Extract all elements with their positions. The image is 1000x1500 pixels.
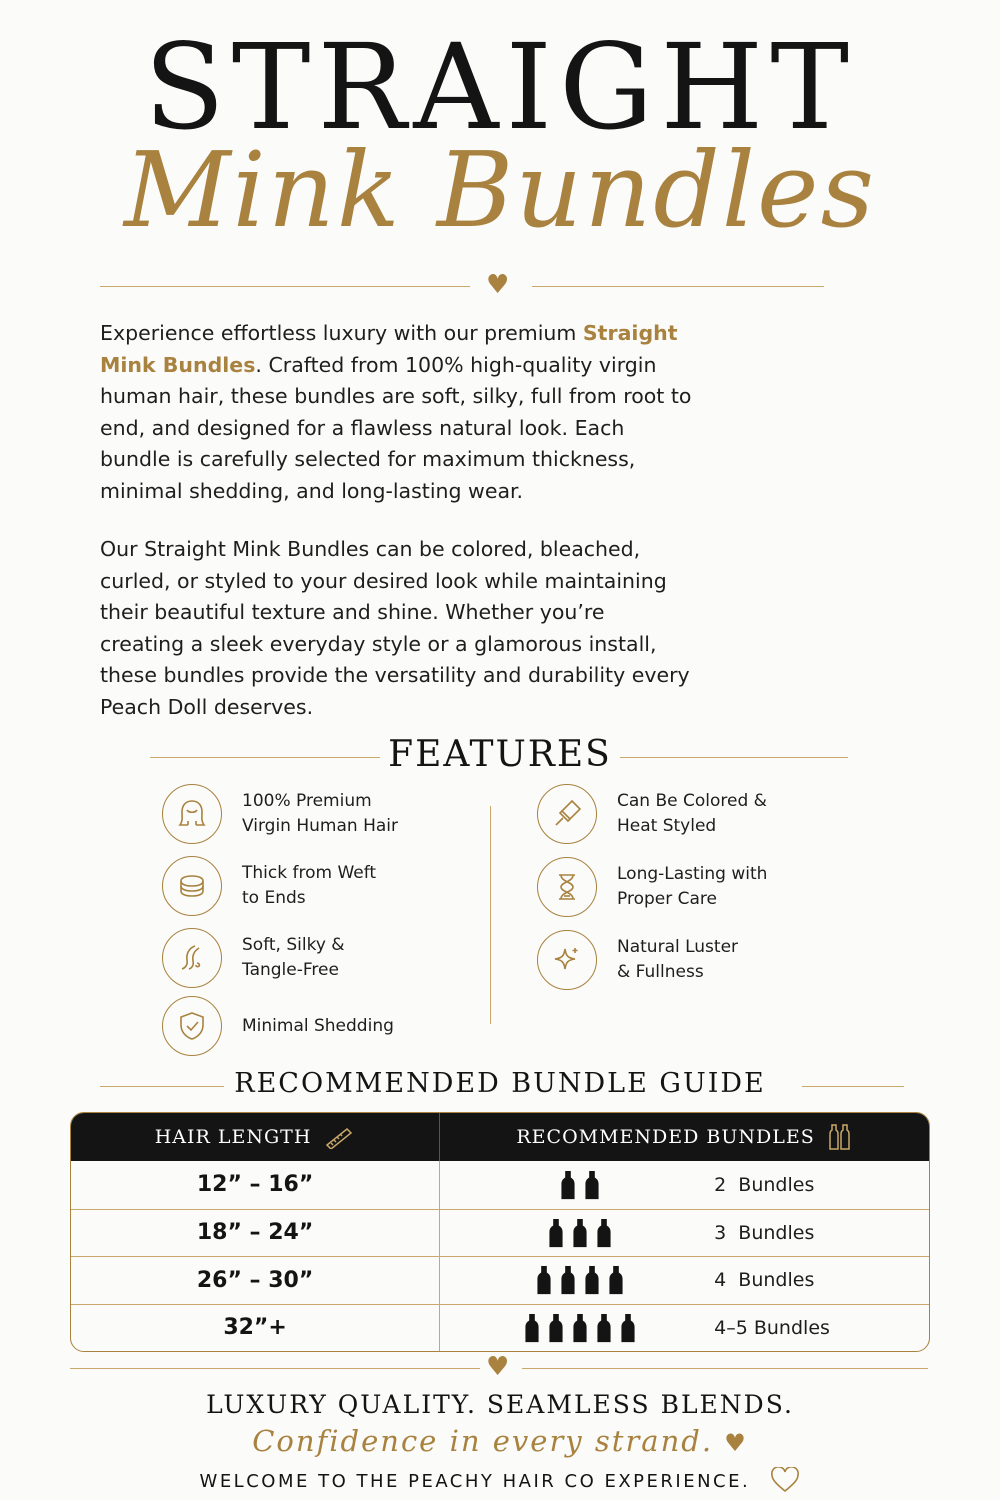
heart-icon: ♥ bbox=[486, 270, 510, 300]
features-title: FEATURES bbox=[388, 734, 612, 775]
table-row bbox=[71, 1304, 929, 1352]
footer-script-text: Confidence in every strand. bbox=[252, 1424, 714, 1458]
footer-divider-left bbox=[70, 1368, 480, 1369]
header-divider-left bbox=[100, 286, 470, 287]
bottle-icon bbox=[548, 1218, 564, 1248]
hair-length-cell: 12” – 16” bbox=[71, 1161, 440, 1209]
feature-natural-luster bbox=[537, 930, 837, 990]
feature-line: Soft, Silky & bbox=[242, 935, 345, 955]
sparkle-icon bbox=[537, 930, 597, 990]
hourglass-icon bbox=[537, 857, 597, 917]
bottle-icon bbox=[608, 1265, 624, 1295]
feature-line: 100% Premium bbox=[242, 791, 372, 811]
feature-soft-silky bbox=[162, 928, 462, 988]
feature-line: Virgin Human Hair bbox=[242, 816, 398, 836]
bundles-cell bbox=[440, 1161, 929, 1209]
bundle-count-label: 4 Bundles bbox=[714, 1269, 815, 1292]
page-subtitle: Mink Bundles bbox=[124, 129, 876, 251]
feature-line: Tangle-Free bbox=[242, 960, 339, 980]
guide-divider-right bbox=[802, 1086, 904, 1087]
table-header bbox=[71, 1113, 929, 1161]
footer-welcome bbox=[0, 1467, 1000, 1493]
bundle-count-label: 2 Bundles bbox=[714, 1173, 815, 1196]
intro-highlight: Straight Mink Bundles bbox=[100, 321, 678, 377]
feature-virgin-hair bbox=[162, 784, 462, 844]
table-row bbox=[71, 1161, 929, 1209]
footer-welcome-text: WELCOME TO THE PEACHY HAIR CO EXPERIENCE. bbox=[199, 1471, 751, 1492]
bottle-icon bbox=[620, 1313, 636, 1343]
heart-outline-icon bbox=[770, 1467, 800, 1493]
bundle-bottles-icon bbox=[827, 1122, 853, 1152]
feature-line: Thick from Weft bbox=[242, 863, 377, 883]
dye-brush-icon bbox=[537, 784, 597, 844]
features-divider-right bbox=[620, 757, 848, 758]
feature-line: Can Be Colored & bbox=[617, 791, 767, 811]
feature-line: & Fullness bbox=[617, 962, 704, 982]
bottle-icon bbox=[560, 1170, 576, 1200]
bottle-icon bbox=[548, 1313, 564, 1343]
feature-colored-styled bbox=[537, 784, 837, 844]
bundles-cell bbox=[440, 1257, 929, 1304]
feature-line: to Ends bbox=[242, 888, 306, 908]
table-body bbox=[71, 1161, 929, 1351]
bottle-icon bbox=[584, 1170, 600, 1200]
intro-paragraph-2: Our Straight Mink Bundles can be colored, bleached, curled, or styled to your desired look while maintaining their beautiful texture and shine. Whether you’re creating a sleek everyday style or a glamorous install, these bundles provide the versatility and durability every Peach Doll deserves. bbox=[100, 537, 690, 719]
silky-hair-icon bbox=[162, 928, 222, 988]
guide-title: RECOMMENDED BUNDLE GUIDE bbox=[234, 1068, 766, 1099]
intro-lead: Experience effortless luxury with our premium bbox=[100, 321, 583, 345]
bundles-cell bbox=[440, 1210, 929, 1257]
features-separator bbox=[490, 806, 491, 1024]
heart-icon: ♥ bbox=[486, 1352, 510, 1382]
bottle-icon bbox=[524, 1313, 540, 1343]
bundles-cell bbox=[440, 1305, 929, 1352]
table-row bbox=[71, 1256, 929, 1304]
bottle-icon bbox=[572, 1313, 588, 1343]
column-hair-length bbox=[71, 1113, 440, 1161]
bottle-icon bbox=[536, 1265, 552, 1295]
bottle-icon bbox=[584, 1265, 600, 1295]
intro-rest: . Crafted from 100% high-quality virgin human hair, these bundles are soft, silky, full from root to end, and designed for a flawless natural look. Each bundle is carefully selected for maximum thickness, minimal shedding, and long-lasting wear. bbox=[100, 352, 692, 503]
column-label: RECOMMENDED BUNDLES bbox=[516, 1126, 815, 1148]
column-label: HAIR LENGTH bbox=[154, 1126, 312, 1148]
bundle-count-label: 3 Bundles bbox=[714, 1221, 815, 1244]
feature-long-lasting bbox=[537, 857, 837, 917]
footer-script bbox=[0, 1424, 1000, 1458]
heart-icon: ♥ bbox=[724, 1429, 748, 1457]
header-divider-right bbox=[532, 286, 824, 287]
bundle-bottles bbox=[510, 1313, 650, 1343]
bundle-bottles bbox=[510, 1218, 650, 1248]
column-recommended-bundles bbox=[440, 1113, 929, 1161]
intro-paragraph-1 bbox=[100, 318, 700, 507]
feature-line: Natural Luster bbox=[617, 937, 739, 957]
hair-length-cell: 32”+ bbox=[71, 1305, 440, 1352]
footer-divider-right bbox=[522, 1368, 928, 1369]
bundle-guide-table bbox=[70, 1112, 930, 1352]
hair-icon bbox=[162, 784, 222, 844]
bottle-icon bbox=[572, 1218, 588, 1248]
shield-check-icon bbox=[162, 996, 222, 1056]
bottle-icon bbox=[560, 1265, 576, 1295]
feature-line: Proper Care bbox=[617, 889, 717, 909]
layers-icon bbox=[162, 856, 222, 916]
page-title: STRAIGHT bbox=[143, 18, 857, 156]
bundle-count-label: 4–5 Bundles bbox=[714, 1316, 830, 1339]
feature-line: Minimal Shedding bbox=[242, 1015, 394, 1036]
bottle-icon bbox=[596, 1218, 612, 1248]
feature-line: Long-Lasting with bbox=[617, 864, 768, 884]
feature-minimal-shedding bbox=[162, 996, 462, 1056]
comb-icon bbox=[323, 1125, 355, 1149]
bottle-icon bbox=[596, 1313, 612, 1343]
table-row bbox=[71, 1209, 929, 1257]
hair-length-cell: 18” – 24” bbox=[71, 1210, 440, 1257]
bundle-bottles bbox=[510, 1170, 650, 1200]
feature-line: Heat Styled bbox=[617, 816, 717, 836]
hair-length-cell: 26” – 30” bbox=[71, 1257, 440, 1304]
bundle-bottles bbox=[510, 1265, 650, 1295]
feature-thick-weft bbox=[162, 856, 462, 916]
footer-tagline: LUXURY QUALITY. SEAMLESS BLENDS. bbox=[206, 1390, 794, 1419]
